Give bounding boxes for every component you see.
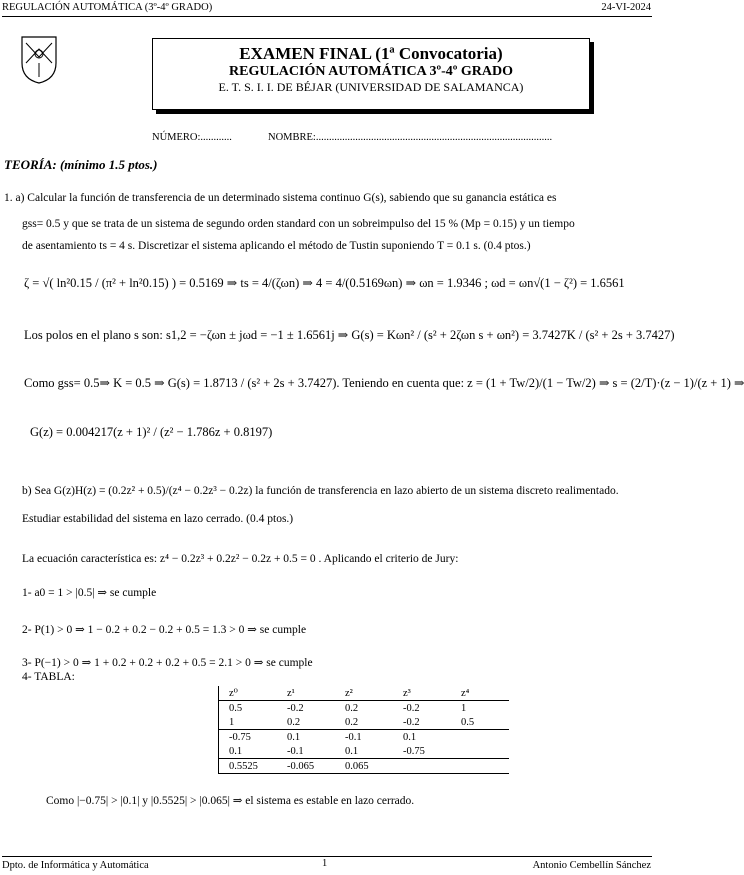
jury-cell: 1 xyxy=(219,715,278,730)
jury-cell: 0.5 xyxy=(451,715,509,730)
nombre-field[interactable]: NOMBRE:.......................................................................................... xyxy=(268,132,553,143)
jury-table xyxy=(218,686,509,774)
q1b-line1: b) Sea G(z)H(z) = (0.2z² + 0.5)/(z⁴ − 0.2z³ − 0.2z) la función de transferencia en lazo abierto de un sistema discreto realimentado. xyxy=(22,485,619,497)
theory-heading: TEORÍA: (mínimo 1.5 ptos.) xyxy=(4,157,158,172)
page-number: 1 xyxy=(322,858,328,869)
jury-head-cell: z² xyxy=(335,686,393,701)
jury-cell: 0.5 xyxy=(219,701,278,716)
footer-author: Antonio Cembellín Sánchez xyxy=(532,860,651,871)
jury-cell: -0.75 xyxy=(219,730,278,745)
title-box xyxy=(152,38,590,110)
jury-head-cell: z⁰ xyxy=(219,686,278,701)
q1a-line3: de asentamiento ts = 4 s. Discretizar el sistema aplicando el método de Tustin suponiendo T = 0.1 s. (0.4 ptos.) xyxy=(22,240,531,252)
jury-cell: 0.065 xyxy=(335,759,393,774)
header-rule xyxy=(2,16,652,17)
jury-cell: 0.2 xyxy=(277,715,335,730)
jury-cell: 0.1 xyxy=(403,731,417,743)
jury-condition-3: 3- P(−1) > 0 ⇒ 1 + 0.2 + 0.2 + 0.2 + 0.5 = 2.1 > 0 ⇒ se cumple xyxy=(22,657,313,669)
eq-gz: G(z) = 0.004217(z + 1)² / (z² − 1.786z + 0.8197) xyxy=(30,425,273,439)
table-row xyxy=(219,759,510,774)
jury-cell xyxy=(451,759,509,774)
jury-cell: -0.75 xyxy=(393,744,451,759)
jury-table-head xyxy=(219,686,510,701)
jury-cell: -0.2 xyxy=(393,715,451,730)
jury-cell: 1 xyxy=(461,702,467,714)
table-row xyxy=(219,715,510,730)
jury-cell: -0.1 xyxy=(345,731,362,743)
table-row xyxy=(219,701,510,716)
char-equation: La ecuación característica es: z⁴ − 0.2z³ + 0.2z² − 0.2z + 0.5 = 0 . Aplicando el criterio de Jury: xyxy=(22,553,459,565)
q1a-line1: 1. a) Calcular la función de transferencia de un determinado sistema continuo G(s), sabiendo que su ganancia estática es xyxy=(4,192,557,204)
jury-cell: 0.1 xyxy=(335,744,393,759)
jury-cell xyxy=(451,730,509,745)
conclusion: Como |−0.75| > |0.1| y |0.5525| > |0.065| ⇒ el sistema es estable en lazo cerrado. xyxy=(46,795,415,807)
course-title: REGULACIÓN AUTOMÁTICA 3º-4º GRADO xyxy=(229,64,513,79)
header-left: REGULACIÓN AUTOMÁTICA (3º-4º GRADO) xyxy=(2,2,213,13)
jury-head-cell: z¹ xyxy=(277,686,335,701)
exam-title: EXAMEN FINAL (1ª Convocatoria) xyxy=(239,44,503,63)
jury-cell: -0.065 xyxy=(277,759,335,774)
jury-cell: -0.2 xyxy=(287,702,304,714)
university-crest-icon xyxy=(18,33,60,85)
eq-gs: Como gss= 0.5⇒ K = 0.5 ⇒ G(s) = 1.8713 / (s² + 2s + 3.7427). Teniendo en cuenta que: z = (1 + Tw/2)/(1 − Tw/2) ⇒ s = (2/T)·(z − 1)/(z + 1) ⇒ xyxy=(24,376,744,390)
jury-condition-4: 4- TABLA: xyxy=(22,671,75,683)
table-row xyxy=(219,730,510,745)
jury-cell: 0.2 xyxy=(345,702,359,714)
jury-cell: -0.2 xyxy=(403,702,420,714)
jury-condition-2: 2- P(1) > 0 ⇒ 1 − 0.2 + 0.2 − 0.2 + 0.5 = 1.3 > 0 ⇒ se cumple xyxy=(22,624,307,636)
school-name: E. T. S. I. I. DE BÉJAR (UNIVERSIDAD DE SALAMANCA) xyxy=(218,80,524,94)
jury-cell: 0.1 xyxy=(287,731,301,743)
jury-cell xyxy=(451,744,509,759)
eq-damping: ζ = √( ln²0.15 / (π² + ln²0.15) ) = 0.5169 ⇒ ts = 4/(ζωn) ⇒ 4 = 4/(0.5169ωn) ⇒ ωn = 1.9346 ; ωd = ωn√(1 − ζ²) = 1.6561 xyxy=(24,276,625,290)
jury-cell xyxy=(393,759,451,774)
jury-head-cell: z³ xyxy=(393,686,451,701)
table-row xyxy=(219,744,510,759)
numero-field[interactable]: NÚMERO:............ xyxy=(152,132,232,143)
jury-cell: 0.2 xyxy=(335,715,393,730)
footer-dept: Dpto. de Informática y Automática xyxy=(2,860,149,871)
q1a-line2: gss= 0.5 y que se trata de un sistema de segundo orden standard con un sobreimpulso del 15 % (Mp = 0.15) y un tiempo xyxy=(22,218,575,230)
jury-condition-1: 1- a0 = 1 > |0.5| ⇒ se cumple xyxy=(22,587,157,599)
jury-head-cell: z⁴ xyxy=(451,686,509,701)
footer-rule xyxy=(2,856,652,857)
jury-cell: -0.1 xyxy=(277,744,335,759)
jury-cell: 0.1 xyxy=(219,744,278,759)
jury-cell: 0.5525 xyxy=(219,759,278,774)
q1b-line2: Estudiar estabilidad del sistema en lazo cerrado. (0.4 ptos.) xyxy=(22,513,294,525)
header-date: 24-VI-2024 xyxy=(601,2,651,13)
eq-poles: Los polos en el plano s son: s1,2 = −ζωn ± jωd = −1 ± 1.6561j ⇒ G(s) = Kωn² / (s² + 2ζωn s + ωn²) = 3.7427K / (s² + 2s + 3.7427) xyxy=(24,328,675,342)
